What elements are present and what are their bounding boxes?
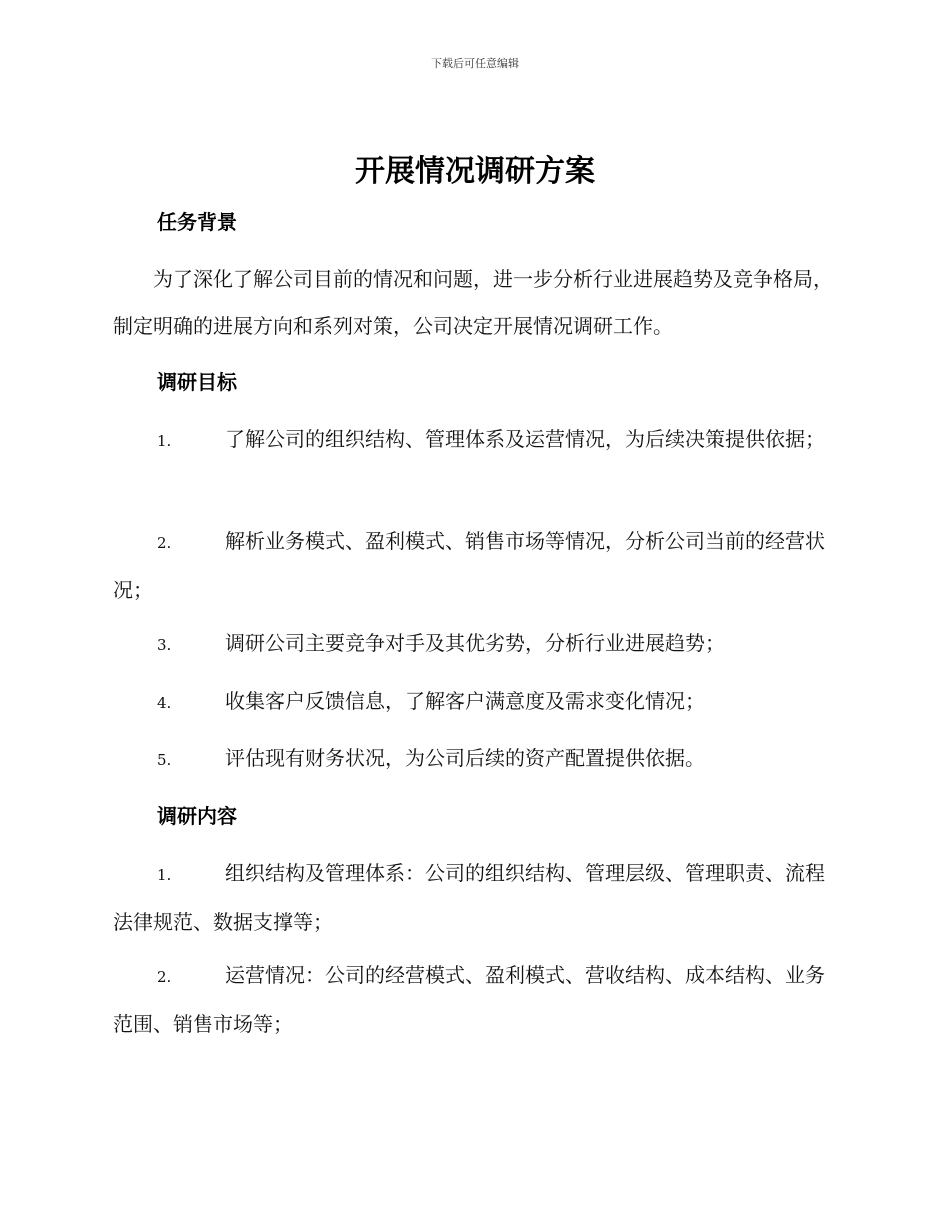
goal-item — [113, 678, 833, 727]
list-number: 1. — [157, 432, 172, 450]
document-title: 开展情况调研方案 — [355, 154, 595, 189]
list-number: 5. — [157, 751, 172, 769]
section-heading-background: 任务背景 — [157, 210, 237, 234]
content-item-text: 运营情况：公司的经营模式、盈利模式、营收结构、成本结构、业务范围、销售市场等； — [113, 963, 825, 1036]
goal-item — [113, 620, 833, 669]
list-number: 3. — [157, 636, 172, 654]
list-number: 4. — [157, 694, 172, 712]
goal-item-text: 评估现有财务状况，为公司后续的资产配置提供依据。 — [225, 746, 705, 770]
section-heading-content: 调研内容 — [157, 804, 237, 828]
background-paragraph-text: 为了深化了解公司目前的情况和问题，进一步分析行业进展趋势及竞争格局，制定明确的进展方向和系列对策，公司决定开展情况调研工作。 — [113, 267, 833, 338]
goal-item — [113, 735, 833, 784]
list-number: 2. — [157, 534, 172, 552]
goal-item-text: 调研公司主要竞争对手及其优劣势，分析行业进展趋势； — [225, 631, 725, 655]
header-note: 下载后可任意编辑 — [431, 57, 519, 70]
list-number: 1. — [157, 866, 172, 884]
content-item — [113, 850, 833, 946]
background-paragraph — [113, 256, 833, 350]
goal-item-text: 了解公司的组织结构、管理体系及运营情况，为后续决策提供依据； — [225, 427, 825, 451]
section-heading-goals: 调研目标 — [157, 370, 237, 394]
goal-item — [113, 518, 833, 614]
goal-item — [113, 416, 833, 465]
list-number: 2. — [157, 968, 172, 986]
goal-item-text: 解析业务模式、盈利模式、销售市场等情况，分析公司当前的经营状况； — [113, 529, 825, 602]
content-item-text: 组织结构及管理体系：公司的组织结构、管理层级、管理职责、流程法律规范、数据支撑等； — [113, 861, 825, 934]
goal-item-text: 收集客户反馈信息，了解客户满意度及需求变化情况； — [225, 689, 705, 713]
content-item — [113, 952, 833, 1048]
